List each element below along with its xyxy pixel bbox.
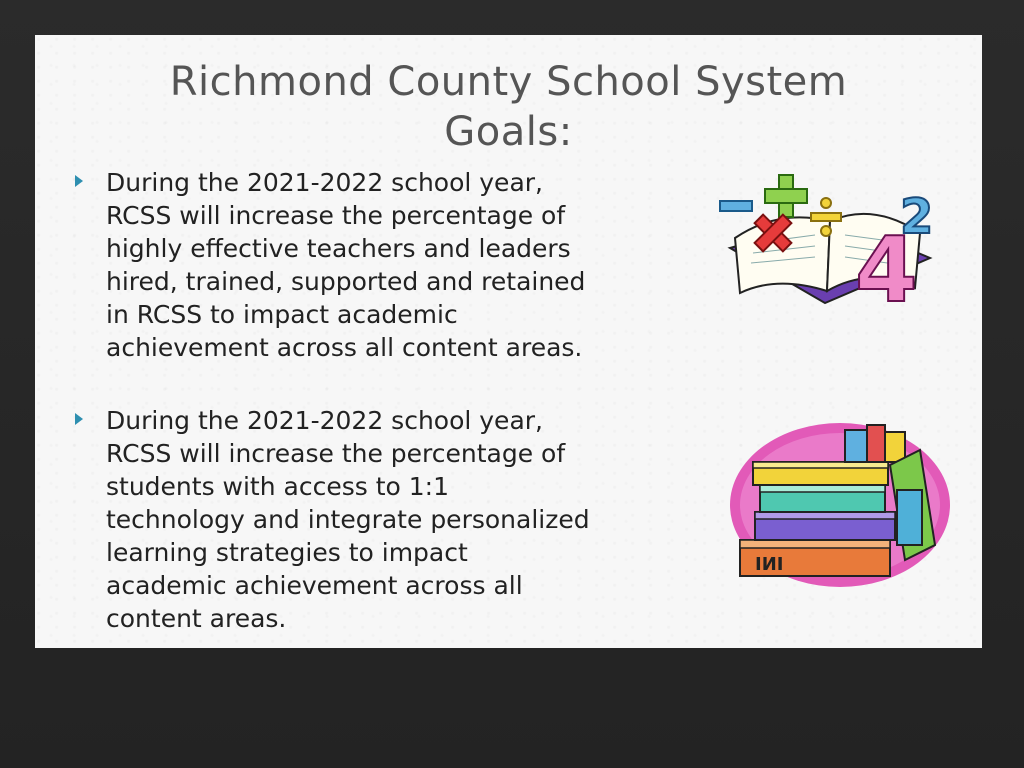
title-line-2: Goals: [444, 109, 573, 155]
bullet-arrow-icon [75, 175, 83, 187]
bullet-arrow-icon [75, 413, 83, 425]
goal-text: During the 2021-2022 school year, RCSS will increase the percentage of highly effective teachers and leaders hired, trained, supported and retained in RCSS to impact academic achievement across all content areas. [106, 168, 586, 362]
svg-text:IИI: IИI [755, 554, 784, 575]
svg-text:4: 4 [855, 218, 918, 313]
goal-item [75, 404, 715, 635]
title-line-1: Richmond County School System [169, 59, 848, 105]
book-stack-icon [725, 420, 955, 595]
math-book-icon [715, 163, 950, 313]
slide-title [35, 57, 982, 157]
slide [35, 35, 982, 648]
goal-item [75, 166, 715, 364]
svg-text:2: 2 [900, 189, 934, 245]
goal-text: During the 2021-2022 school year, RCSS will increase the percentage of students with access to 1:1 technology and integrate personalized learning strategies to impact academic achievement across all content areas. [106, 406, 590, 633]
